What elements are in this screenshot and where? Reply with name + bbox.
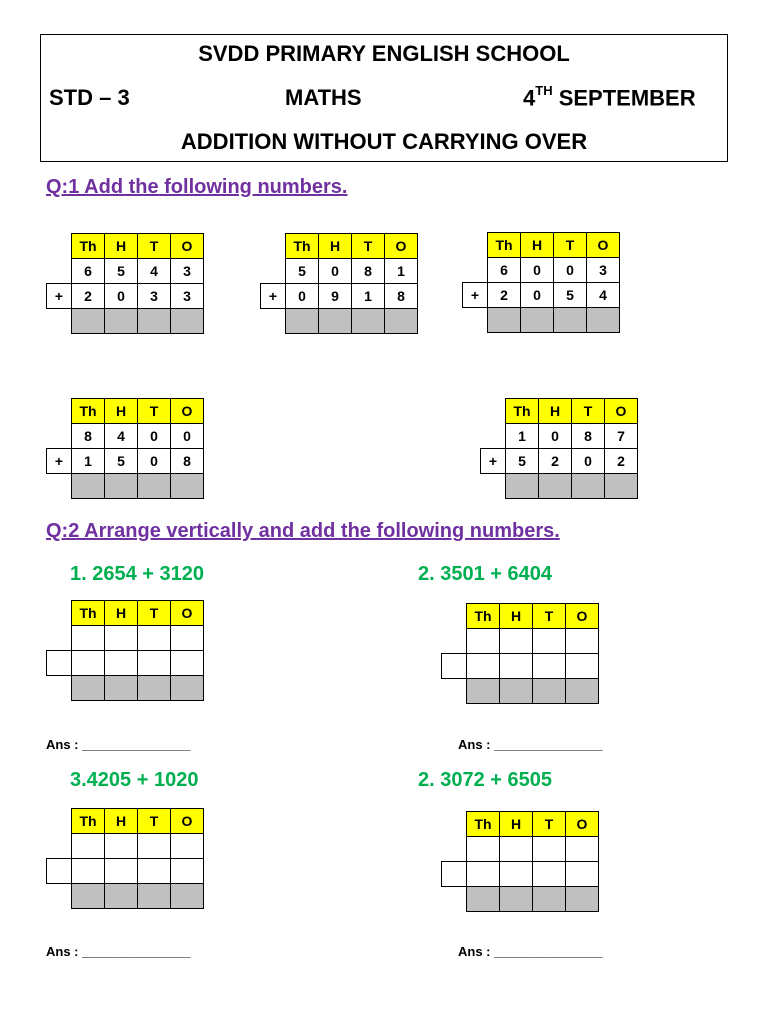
digit-cell bbox=[138, 859, 171, 884]
column-header: O bbox=[171, 809, 204, 834]
digit-cell: 0 bbox=[105, 284, 138, 309]
spacer-cell bbox=[481, 399, 506, 424]
answer-cell[interactable] bbox=[138, 676, 171, 701]
digit-cell bbox=[467, 629, 500, 654]
digit-cell bbox=[533, 629, 566, 654]
digit-cell: 3 bbox=[171, 284, 204, 309]
answer-cell[interactable] bbox=[171, 884, 204, 909]
spacer-cell bbox=[47, 601, 72, 626]
standard-label: STD – 3 bbox=[49, 85, 130, 110]
column-header: H bbox=[105, 809, 138, 834]
place-value-table bbox=[46, 600, 204, 701]
digit-cell: 7 bbox=[605, 424, 638, 449]
digit-cell: 3 bbox=[587, 258, 620, 283]
q2-table-1 bbox=[46, 600, 204, 701]
answer-cell[interactable] bbox=[587, 308, 620, 333]
answer-cell[interactable] bbox=[506, 474, 539, 499]
digit-cell: 8 bbox=[171, 449, 204, 474]
digit-cell: 0 bbox=[539, 424, 572, 449]
answer-cell[interactable] bbox=[566, 887, 599, 912]
column-header: O bbox=[605, 399, 638, 424]
column-header: T bbox=[138, 809, 171, 834]
column-header: T bbox=[554, 233, 587, 258]
q2-problem-2-text: 2. 3501 + 6404 bbox=[418, 563, 553, 585]
plus-sign: + bbox=[463, 283, 488, 308]
date-label bbox=[523, 85, 696, 111]
digit-cell bbox=[467, 654, 500, 679]
spacer-cell bbox=[463, 308, 488, 333]
digit-cell bbox=[138, 626, 171, 651]
answer-cell[interactable] bbox=[72, 884, 105, 909]
column-header: T bbox=[533, 812, 566, 837]
q2-problem-3-text: 3.4205 + 1020 bbox=[70, 769, 199, 791]
spacer-cell bbox=[47, 676, 72, 701]
answer-cell[interactable] bbox=[488, 308, 521, 333]
answer-cell[interactable] bbox=[138, 884, 171, 909]
column-header: Th bbox=[72, 399, 105, 424]
digit-cell: 8 bbox=[352, 259, 385, 284]
digit-cell bbox=[105, 626, 138, 651]
digit-cell bbox=[467, 837, 500, 862]
digit-cell: 1 bbox=[385, 259, 418, 284]
answer-cell[interactable] bbox=[171, 309, 204, 334]
spacer-cell bbox=[442, 604, 467, 629]
column-header: Th bbox=[72, 601, 105, 626]
answer-cell[interactable] bbox=[171, 676, 204, 701]
digit-cell bbox=[72, 651, 105, 676]
place-value-table bbox=[441, 603, 599, 704]
digit-cell bbox=[533, 862, 566, 887]
sign-box bbox=[47, 651, 72, 676]
column-header: H bbox=[105, 234, 138, 259]
digit-cell bbox=[171, 859, 204, 884]
place-value-table bbox=[46, 808, 204, 909]
subject-label: MATHS bbox=[285, 85, 362, 110]
q2-answer-3[interactable]: Ans : _______________ bbox=[46, 944, 191, 959]
digit-cell: 0 bbox=[521, 283, 554, 308]
digit-cell bbox=[72, 834, 105, 859]
spacer-cell bbox=[442, 679, 467, 704]
q2-answer-4[interactable]: Ans : _______________ bbox=[458, 944, 603, 959]
q2-table-4 bbox=[441, 811, 599, 912]
digit-cell: 0 bbox=[138, 424, 171, 449]
q1-problem-1 bbox=[46, 233, 204, 334]
answer-cell[interactable] bbox=[385, 309, 418, 334]
spacer-cell bbox=[261, 309, 286, 334]
spacer-cell bbox=[442, 887, 467, 912]
spacer-cell bbox=[442, 812, 467, 837]
answer-cell[interactable] bbox=[105, 474, 138, 499]
spacer-cell bbox=[463, 233, 488, 258]
digit-cell bbox=[105, 834, 138, 859]
digit-cell bbox=[533, 837, 566, 862]
answer-cell[interactable] bbox=[572, 474, 605, 499]
column-header: O bbox=[385, 234, 418, 259]
spacer-cell bbox=[47, 809, 72, 834]
digit-cell: 1 bbox=[72, 449, 105, 474]
spacer-cell bbox=[47, 884, 72, 909]
column-header: T bbox=[138, 399, 171, 424]
spacer-cell bbox=[47, 474, 72, 499]
answer-cell[interactable] bbox=[500, 679, 533, 704]
digit-cell: 1 bbox=[506, 424, 539, 449]
q1-problem-5 bbox=[480, 398, 638, 499]
digit-cell bbox=[467, 862, 500, 887]
digit-cell bbox=[566, 629, 599, 654]
digit-cell: 8 bbox=[72, 424, 105, 449]
answer-cell[interactable] bbox=[286, 309, 319, 334]
digit-cell: 3 bbox=[171, 259, 204, 284]
digit-cell bbox=[138, 834, 171, 859]
column-header: Th bbox=[467, 812, 500, 837]
date-day: 4 bbox=[523, 85, 536, 111]
place-value-table bbox=[462, 232, 620, 333]
digit-cell: 0 bbox=[521, 258, 554, 283]
plus-sign: + bbox=[261, 284, 286, 309]
column-header: H bbox=[105, 601, 138, 626]
column-header: Th bbox=[506, 399, 539, 424]
answer-cell[interactable] bbox=[72, 474, 105, 499]
digit-cell: 5 bbox=[105, 449, 138, 474]
spacer-cell bbox=[261, 234, 286, 259]
digit-cell bbox=[533, 654, 566, 679]
q1-problem-2 bbox=[260, 233, 418, 334]
column-header: O bbox=[171, 601, 204, 626]
sign-box bbox=[442, 862, 467, 887]
digit-cell: 2 bbox=[605, 449, 638, 474]
answer-cell[interactable] bbox=[72, 676, 105, 701]
place-value-table bbox=[441, 811, 599, 912]
plus-sign: + bbox=[47, 284, 72, 309]
digit-cell: 8 bbox=[572, 424, 605, 449]
column-header: O bbox=[566, 604, 599, 629]
column-header: T bbox=[138, 601, 171, 626]
answer-cell[interactable] bbox=[352, 309, 385, 334]
answer-cell[interactable] bbox=[105, 676, 138, 701]
digit-cell: 8 bbox=[385, 284, 418, 309]
digit-cell: 6 bbox=[72, 259, 105, 284]
column-header: O bbox=[587, 233, 620, 258]
spacer-cell bbox=[442, 837, 467, 862]
spacer-cell bbox=[47, 834, 72, 859]
topic-title: ADDITION WITHOUT CARRYING OVER bbox=[180, 129, 588, 154]
digit-cell: 5 bbox=[506, 449, 539, 474]
answer-cell[interactable] bbox=[138, 474, 171, 499]
q2-problem-1-text: 1. 2654 + 3120 bbox=[70, 563, 205, 585]
spacer-cell bbox=[47, 399, 72, 424]
header-box bbox=[40, 34, 728, 162]
place-value-table bbox=[480, 398, 638, 499]
answer-cell[interactable] bbox=[467, 679, 500, 704]
digit-cell bbox=[105, 859, 138, 884]
column-header: H bbox=[539, 399, 572, 424]
answer-cell[interactable] bbox=[72, 309, 105, 334]
sign-box bbox=[47, 859, 72, 884]
q2-answer-2[interactable]: Ans : _______________ bbox=[458, 737, 603, 752]
digit-cell: 5 bbox=[554, 283, 587, 308]
column-header: Th bbox=[286, 234, 319, 259]
answer-cell[interactable] bbox=[105, 884, 138, 909]
column-header: T bbox=[533, 604, 566, 629]
digit-cell bbox=[171, 834, 204, 859]
digit-cell: 4 bbox=[138, 259, 171, 284]
answer-cell[interactable] bbox=[533, 887, 566, 912]
digit-cell bbox=[171, 626, 204, 651]
spacer-cell bbox=[47, 234, 72, 259]
digit-cell bbox=[72, 626, 105, 651]
digit-cell: 9 bbox=[319, 284, 352, 309]
sign-box bbox=[442, 654, 467, 679]
answer-cell[interactable] bbox=[539, 474, 572, 499]
answer-cell[interactable] bbox=[105, 309, 138, 334]
answer-cell[interactable] bbox=[500, 887, 533, 912]
digit-cell bbox=[500, 629, 533, 654]
column-header: O bbox=[171, 399, 204, 424]
column-header: H bbox=[521, 233, 554, 258]
digit-cell bbox=[566, 654, 599, 679]
date-suffix: TH bbox=[535, 83, 553, 98]
q2-table-3 bbox=[46, 808, 204, 909]
digit-cell bbox=[171, 651, 204, 676]
spacer-cell bbox=[47, 259, 72, 284]
spacer-cell bbox=[47, 309, 72, 334]
digit-cell: 5 bbox=[105, 259, 138, 284]
q2-problem-4-text: 2. 3072 + 6505 bbox=[418, 769, 553, 791]
place-value-table bbox=[260, 233, 418, 334]
spacer-cell bbox=[481, 424, 506, 449]
digit-cell bbox=[566, 862, 599, 887]
place-value-table bbox=[46, 398, 204, 499]
question-1-title: Q:1 Add the following numbers. bbox=[46, 176, 348, 198]
answer-cell[interactable] bbox=[521, 308, 554, 333]
column-header: O bbox=[171, 234, 204, 259]
digit-cell: 0 bbox=[572, 449, 605, 474]
digit-cell: 6 bbox=[488, 258, 521, 283]
digit-cell: 5 bbox=[286, 259, 319, 284]
digit-cell: 0 bbox=[171, 424, 204, 449]
digit-cell bbox=[500, 654, 533, 679]
spacer-cell bbox=[442, 629, 467, 654]
answer-cell[interactable] bbox=[554, 308, 587, 333]
digit-cell bbox=[105, 651, 138, 676]
answer-cell[interactable] bbox=[319, 309, 352, 334]
plus-sign: + bbox=[47, 449, 72, 474]
answer-cell[interactable] bbox=[605, 474, 638, 499]
q2-table-2 bbox=[441, 603, 599, 704]
column-header: H bbox=[105, 399, 138, 424]
digit-cell bbox=[138, 651, 171, 676]
digit-cell: 0 bbox=[554, 258, 587, 283]
digit-cell: 4 bbox=[105, 424, 138, 449]
digit-cell bbox=[500, 862, 533, 887]
digit-cell bbox=[500, 837, 533, 862]
digit-cell: 2 bbox=[539, 449, 572, 474]
spacer-cell bbox=[47, 626, 72, 651]
q1-problem-4 bbox=[46, 398, 204, 499]
digit-cell: 4 bbox=[587, 283, 620, 308]
column-header: Th bbox=[467, 604, 500, 629]
date-month: SEPTEMBER bbox=[552, 85, 696, 111]
digit-cell bbox=[72, 859, 105, 884]
answer-cell[interactable] bbox=[533, 679, 566, 704]
digit-cell: 3 bbox=[138, 284, 171, 309]
digit-cell: 1 bbox=[352, 284, 385, 309]
column-header: Th bbox=[72, 234, 105, 259]
column-header: Th bbox=[488, 233, 521, 258]
answer-cell[interactable] bbox=[171, 474, 204, 499]
digit-cell: 0 bbox=[319, 259, 352, 284]
digit-cell: 0 bbox=[138, 449, 171, 474]
column-header: O bbox=[566, 812, 599, 837]
column-header: T bbox=[138, 234, 171, 259]
school-name: SVDD PRIMARY ENGLISH SCHOOL bbox=[198, 41, 570, 66]
place-value-table bbox=[46, 233, 204, 334]
column-header: Th bbox=[72, 809, 105, 834]
answer-cell[interactable] bbox=[566, 679, 599, 704]
column-header: H bbox=[500, 604, 533, 629]
spacer-cell bbox=[463, 258, 488, 283]
spacer-cell bbox=[47, 424, 72, 449]
column-header: T bbox=[572, 399, 605, 424]
digit-cell bbox=[566, 837, 599, 862]
plus-sign: + bbox=[481, 449, 506, 474]
spacer-cell bbox=[261, 259, 286, 284]
q2-answer-1[interactable]: Ans : _______________ bbox=[46, 737, 191, 752]
column-header: H bbox=[500, 812, 533, 837]
q1-problem-3 bbox=[462, 232, 620, 333]
column-header: T bbox=[352, 234, 385, 259]
digit-cell: 2 bbox=[488, 283, 521, 308]
answer-cell[interactable] bbox=[138, 309, 171, 334]
question-2-title: Q:2 Arrange vertically and add the following numbers. bbox=[46, 520, 560, 542]
answer-cell[interactable] bbox=[467, 887, 500, 912]
digit-cell: 2 bbox=[72, 284, 105, 309]
spacer-cell bbox=[481, 474, 506, 499]
digit-cell: 0 bbox=[286, 284, 319, 309]
column-header: H bbox=[319, 234, 352, 259]
